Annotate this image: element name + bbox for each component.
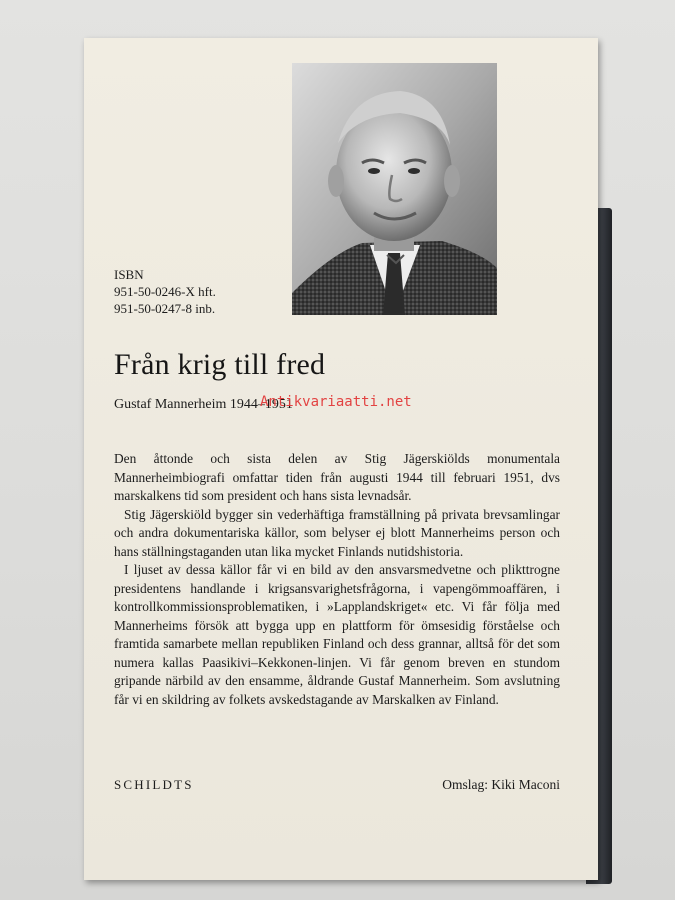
blurb-text: [114, 450, 560, 709]
blurb-paragraph: Stig Jägerskiöld bygger sin vederhäftiga framställning på privata brevsamlingar och andra dokumentariska källor, som belyser ej blott Mannerheims person och hans ställningstaganden utan lika mycket Finlands nutidshistoria.: [114, 506, 560, 559]
isbn-block: [114, 266, 216, 317]
seller-watermark: Antikvariaatti.net: [260, 394, 412, 410]
isbn-label: ISBN: [114, 267, 144, 282]
author-portrait-image: [292, 63, 497, 315]
isbn-line-hardcover: 951-50-0247-8 inb.: [114, 301, 216, 316]
book-subtitle: Gustaf Mannerheim 1944–1951: [114, 397, 293, 412]
author-portrait-photo: [292, 63, 497, 315]
blurb-paragraph: I ljuset av dessa källor får vi en bild av den ansvarsmedvetne och plikttrogne presidentens handlande i krigsansvarighetsfrågorna, i vapengömmoaffären, i kontrollkommissionsproblematiken, i »Lapplandskriget« etc. Vi får följa med Mannerheims försök att bygga upp en plattform för ömsesidig förståelse och framtida samarbete mellan republiken Finland och dess grannar, alltså för det som numera kallas Paasikivi–Kekkonen-linjen. Vi får genom breven en stundom gripande närbild av den ensamme, åldrande Gustaf Mannerheim. Som avslutning får vi en skildring av folkets avskedstagande av Marskalken av Finland.: [114, 562, 560, 707]
blurb-paragraph: Den åttonde och sista delen av Stig Jägerskiölds monumentala Mannerheimbiografi omfattar tiden från augusti 1944 till februari 1951, dvs marskalkens tid som president och hans sista levnadsår.: [114, 451, 560, 503]
publisher-name: SCHILDTS: [114, 777, 194, 792]
book-title: Från krig till fred: [114, 348, 326, 381]
cover-design-credit: Omslag: Kiki Maconi: [442, 777, 560, 792]
isbn-line-paperback: 951-50-0246-X hft.: [114, 284, 216, 299]
book-back-cover: [84, 38, 598, 880]
